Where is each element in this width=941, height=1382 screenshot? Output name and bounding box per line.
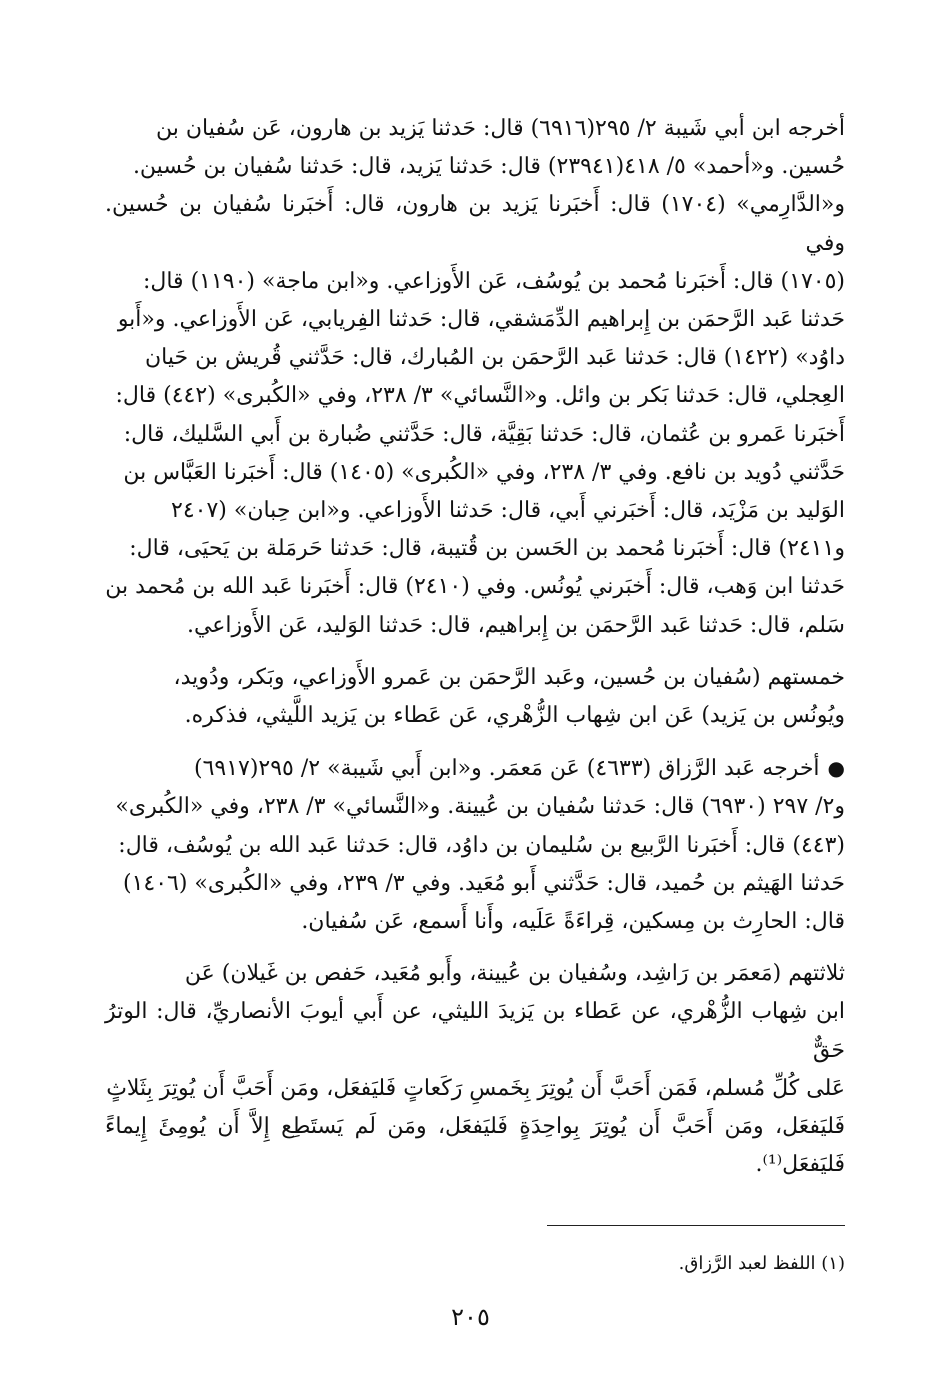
text-line: أخرجه ابن أبي شَيبة ٢/ ٢٩٥(٦٩١٦) قال: حَدثنا يَزيد بن هارون، عَن سُفيان بن: [155, 116, 845, 141]
footnote-separator: [547, 1225, 845, 1226]
text-line: داوُد» (١٤٢٢) قال: حَدثنا عَبد الرَّحمَن بن المُبارك، قال: حَدَّثني قُريش بن حَيان: [145, 345, 845, 371]
text-line: (١٧٠٥) قال: أَخبَرنا مُحمد بن يُوسُف، عَن الأَوزاعي. و«ابن ماجة» (١١٩٠) قال:: [142, 268, 845, 294]
text-line: قال: الحارِث بن مِسكين، قِراءَةً عَلَيه، وأَنا أَسمع، عَن سُفيان.: [301, 909, 845, 935]
text-line: و٢/ ٢٩٧ (٦٩٣٠) قال: حَدثنا سُفيان بن عُيينة. و«النَّسائي» ٣/ ٢٣٨، وفي «الكُبرى»: [115, 794, 845, 820]
text-line: (٤٤٣) قال: أَخبَرنا الرَّبيع بن سُليمان بن داوُد، قال: حَدثنا عَبد الله بن يُوسُف، قال:: [118, 832, 845, 858]
paragraph-3: [105, 749, 845, 941]
text-line: خمستهم (سُفيان بن حُسين، وعَبد الرَّحمَن بن عَمرو الأَوزاعي، وبَكر، ودُويد،: [173, 664, 845, 690]
paragraph-4: [105, 955, 845, 1184]
text-line: حَدثنا عَبد الرَّحمَن بن إِبراهيم الدِّمَشقي، قال: حَدثنا الفِريابي، عَن الأَوزاعي. و«أَبو: [117, 307, 845, 333]
text-line: حَدثنا الهَيثم بن حُميد، قال: حَدَّثني أَبو مُعَيد. وفي ٣/ ٢٣٩، وفي «الكُبرى» (١٤٠٦): [123, 870, 845, 896]
page-number: ٢٠٥: [451, 1303, 490, 1331]
text-line: [105, 749, 845, 788]
text-line: الوَليد بن مَزْيَد، قال: أَخبَرني أَبي، قال: حَدثنا الأَوزاعي. و«ابن حِبان» (٢٤٠٧: [171, 498, 845, 524]
text-line: سَلم، قال: حَدثنا عَبد الرَّحمَن بن إِبراهيم، قال: حَدثنا الوَليد، عَن الأَوزاعي.: [186, 612, 845, 638]
text-line: ثلاثتهم (مَعمَر بن رَاشِد، وسُفيان بن عُيينة، وأَبو مُعَيد، حَفص بن غَيلان) عَن: [184, 961, 845, 987]
text-line: حَدَّثني دُويد بن نافع. وفي ٣/ ٢٣٨، وفي «الكُبرى» (١٤٠٥) قال: أَخبَرنا العَبَّاس بن: [123, 459, 845, 485]
text-line: فَليَفعَل، ومَن أَحَبَّ أَن يُوتِرَ بِواحِدَةٍ فَليَفعَل، ومَن لَم يَستَطِع إِلاَّ أَن يُومِئَ إِيماءً فَليَفعَل⁽¹⁾.: [105, 1114, 845, 1178]
text-line: حَدثنا ابن وَهب، قال: أَخبَرني يُونُس. وفي (٢٤١٠) قال: أَخبَرنا عَبد الله بن مُحمد بن: [105, 574, 845, 600]
text-line: حُسين. و«أحمد» ٥/ ٤١٨(٢٣٩٤١) قال: حَدثنا يَزيد، قال: حَدثنا سُفيان بن حُسين.: [132, 154, 845, 180]
page-body: [105, 110, 845, 1198]
paragraph-2: [105, 659, 845, 735]
text-line: عَلى كُلِّ مُسلم، فَمَن أَحَبَّ أَن يُوتِرَ بِخَمسِ رَكَعاتٍ فَليَفعَل، ومَن أَحَبَّ أَن يُوتِرَ بِثَلاثٍ: [106, 1075, 845, 1101]
paragraph-1: [105, 110, 845, 645]
text-line-content: أخرجه عَبد الرَّزاق (٤٦٣٣) عَن مَعمَر. و«ابن أَبي شَيبة» ٢/ ٢٩٥(٦٩١٧): [193, 756, 820, 782]
text-line: أَخبَرنا عَمرو بن عُثمان، قال: حَدثنا بَقِيَّة، قال: حَدَّثني ضُبارة بن أَبي السَّليك، قال:: [123, 421, 845, 447]
bullet-icon: ●: [827, 756, 845, 781]
text-line: العِجلي، قال: حَدثنا بَكر بن وائل. و«النَّسائي» ٣/ ٢٣٨، وفي «الكُبرى» (٤٤٢) قال:: [115, 383, 845, 409]
text-line: و٢٤١١) قال: أَخبَرنا مُحمد بن الحَسن بن قُتيبة، قال: حَدثنا حَرمَلة بن يَحيَى، قال:: [129, 536, 845, 562]
footnote: (١) اللفظ لعبد الرَّزاق.: [678, 1253, 845, 1274]
text-line: ابن شِهاب الزُّهْري، عن عَطاء بن يَزيدَ الليثي، عن أَبي أيوبَ الأنصاريِّ، قال: الوترُ حَقٌّ: [105, 999, 845, 1063]
text-line: و«الدَّارِمي» (١٧٠٤) قال: أَخبَرنا يَزيد بن هارون، قال: أَخبَرنا سُفيان بن حُسين. وفي: [105, 192, 845, 256]
text-line: ويُونُس بن يَزيد) عَن ابن شِهاب الزُّهْري، عَن عَطاء بن يَزيد اللَّيثي، فذكره.: [184, 703, 845, 729]
